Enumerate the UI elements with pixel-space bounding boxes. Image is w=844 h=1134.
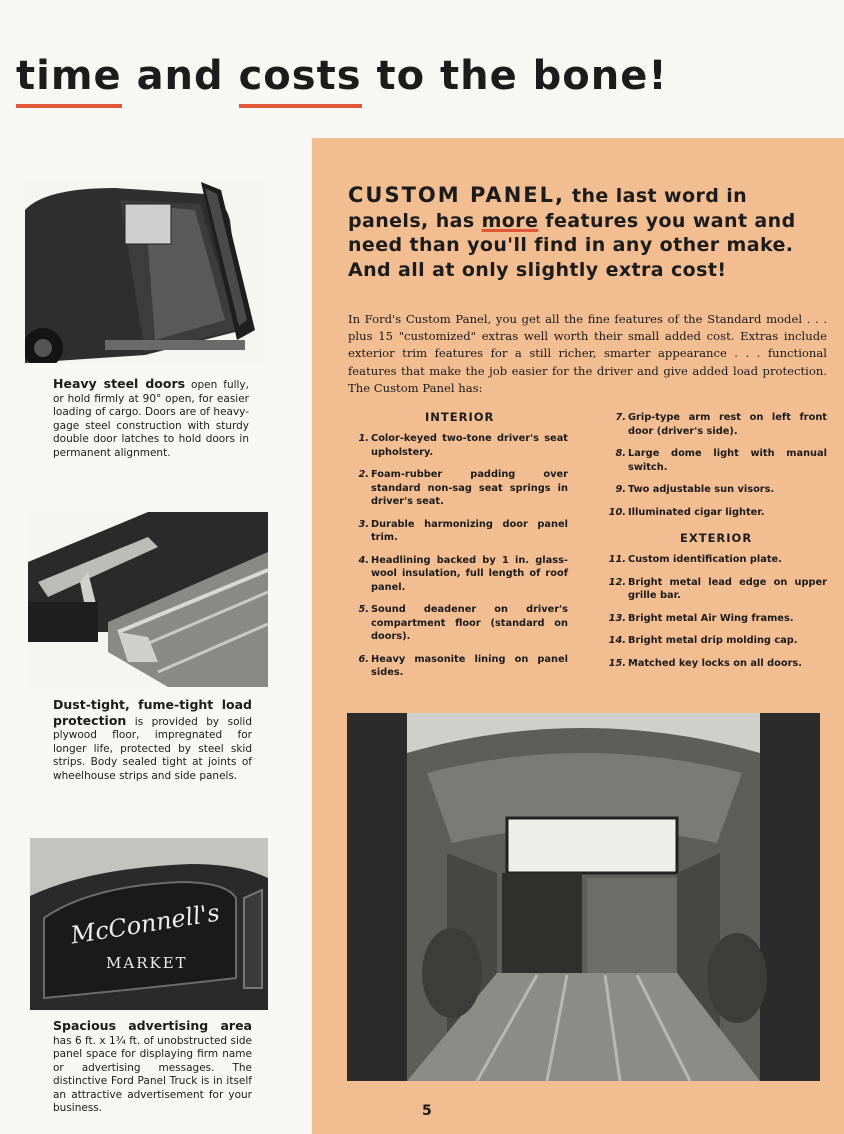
cargo-interior-illustration	[347, 713, 820, 1081]
feature-item	[349, 653, 568, 680]
custom-panel-title-mid: the last word in panels, has	[348, 185, 748, 232]
feature-text: Two adjustable sun visors.	[628, 484, 775, 495]
headline-word-time: time	[16, 50, 122, 102]
sign-script-text: McConnell's	[68, 898, 222, 950]
feature-text: Bright metal lead edge on upper grille bar.	[628, 576, 827, 601]
feature-text: Matched key locks on all doors.	[628, 657, 802, 669]
headline-word-and: and	[121, 53, 239, 99]
feature-text: Headlining backed by 1 in. glass-wool insulation, full length of roof panel.	[371, 554, 568, 593]
floor-cutaway-illustration	[28, 512, 268, 687]
rear-doors-illustration	[25, 180, 265, 363]
custom-panel-intro: In Ford's Custom Panel, you get all the fine features of the Standard model . . . plus 15 "customized" extras well worth their small added cost. Extras include exterior trim features for a still richer, smarter appearance . . . functional features that make the job easier for the driver and give added load protection. The Custom Panel has:	[348, 312, 827, 395]
feature-number: 4.	[358, 554, 369, 566]
feature-item	[349, 603, 568, 644]
feature-item	[606, 576, 827, 603]
feature-number: 3.	[358, 518, 369, 530]
feature-item	[606, 634, 827, 648]
headline-word-costs: costs	[239, 50, 362, 102]
exterior-heading: EXTERIOR	[680, 531, 753, 545]
feature-text: Large dome light with manual switch.	[628, 448, 827, 473]
floor-cutaway-photo	[28, 512, 268, 687]
feature-item	[349, 432, 568, 459]
feature-item	[349, 518, 568, 545]
custom-panel-title	[348, 183, 828, 282]
page-number: 5	[422, 1103, 432, 1119]
feature-number: 11.	[608, 554, 626, 565]
feature-item	[349, 554, 568, 595]
advertising-sign-photo	[30, 838, 268, 1010]
feature-number: 15.	[608, 657, 626, 669]
feature-item	[606, 506, 827, 520]
advertising-caption	[53, 1019, 252, 1116]
floor-caption	[53, 698, 252, 783]
advertising-caption-body: has 6 ft. x 1¾ ft. of unobstructed side panel space for displaying firm name or advertising messages. The distinctive Ford Panel Truck is in itself an attractive advertisement for your business.	[53, 1034, 252, 1114]
custom-panel-title-lead: CUSTOM PANEL,	[348, 183, 565, 207]
feature-text: Custom identification plate.	[628, 554, 782, 565]
cargo-interior-photo	[347, 713, 820, 1081]
feature-text: Grip-type arm rest on left front door (driver's side).	[628, 412, 827, 437]
feature-text: Bright metal Air Wing frames.	[628, 612, 794, 624]
feature-number: 2.	[358, 469, 369, 480]
advertising-caption-lead: Spacious advertising area	[53, 1018, 252, 1033]
interior-features-list	[349, 432, 568, 689]
doors-caption-lead: Heavy steel doors	[53, 376, 186, 391]
feature-text: Sound deadener on driver's compartment floor (standard on doors).	[371, 604, 568, 642]
feature-text: Foam-rubber padding over standard non-sag seat springs in driver's seat.	[371, 469, 568, 507]
feature-number: 6.	[358, 653, 369, 665]
feature-item	[349, 468, 568, 509]
feature-item	[606, 657, 827, 671]
custom-panel-title-end: features you want and need than you'll find in any other make. And all at only slightly extra cost!	[348, 209, 796, 281]
feature-item	[606, 447, 827, 474]
feature-item	[606, 553, 827, 567]
page-headline	[16, 50, 668, 102]
feature-item	[606, 612, 827, 626]
doors-caption	[53, 377, 249, 460]
feature-text: Illuminated cigar lighter.	[628, 506, 765, 518]
feature-item	[606, 483, 827, 497]
headline-rest: to the bone!	[361, 53, 668, 99]
doors-caption-body: open fully, or hold firmly at 90° open, for easier loading of cargo. Doors are of heavy-gage steel construction with sturdy double door latches to hold doors in permanent alignment.	[53, 379, 249, 459]
rear-doors-photo	[25, 180, 265, 363]
feature-number: 12.	[608, 576, 626, 588]
feature-text: Color-keyed two-tone driver's seat upholstery.	[371, 433, 568, 458]
floor-caption-body: is provided by solid plywood floor, impregnated for longer life, protected by steel skid strips. Body sealed tight at joints of wheelhouse strips and side panels.	[53, 715, 252, 782]
custom-panel-title-more: more	[481, 209, 539, 232]
interior-features-list-continued	[606, 411, 827, 528]
exterior-features-list	[606, 553, 827, 679]
feature-item	[606, 411, 827, 438]
feature-text: Durable harmonizing door panel trim.	[371, 518, 568, 543]
feature-number: 14.	[608, 635, 626, 646]
feature-number: 7.	[615, 412, 626, 423]
interior-heading: INTERIOR	[425, 410, 495, 424]
feature-number: 13.	[608, 612, 626, 624]
feature-number: 9.	[615, 484, 626, 495]
floor-caption-lead: Dust-tight, fume-tight load protection	[53, 697, 252, 728]
feature-text: Heavy masonite lining on panel sides.	[371, 653, 568, 678]
feature-number: 1.	[358, 433, 369, 444]
sign-market-text: MARKET	[106, 954, 188, 972]
feature-text: Bright metal drip molding cap.	[628, 635, 798, 646]
feature-number: 8.	[615, 448, 626, 459]
feature-number: 10.	[608, 506, 626, 518]
feature-number: 5.	[358, 604, 369, 615]
